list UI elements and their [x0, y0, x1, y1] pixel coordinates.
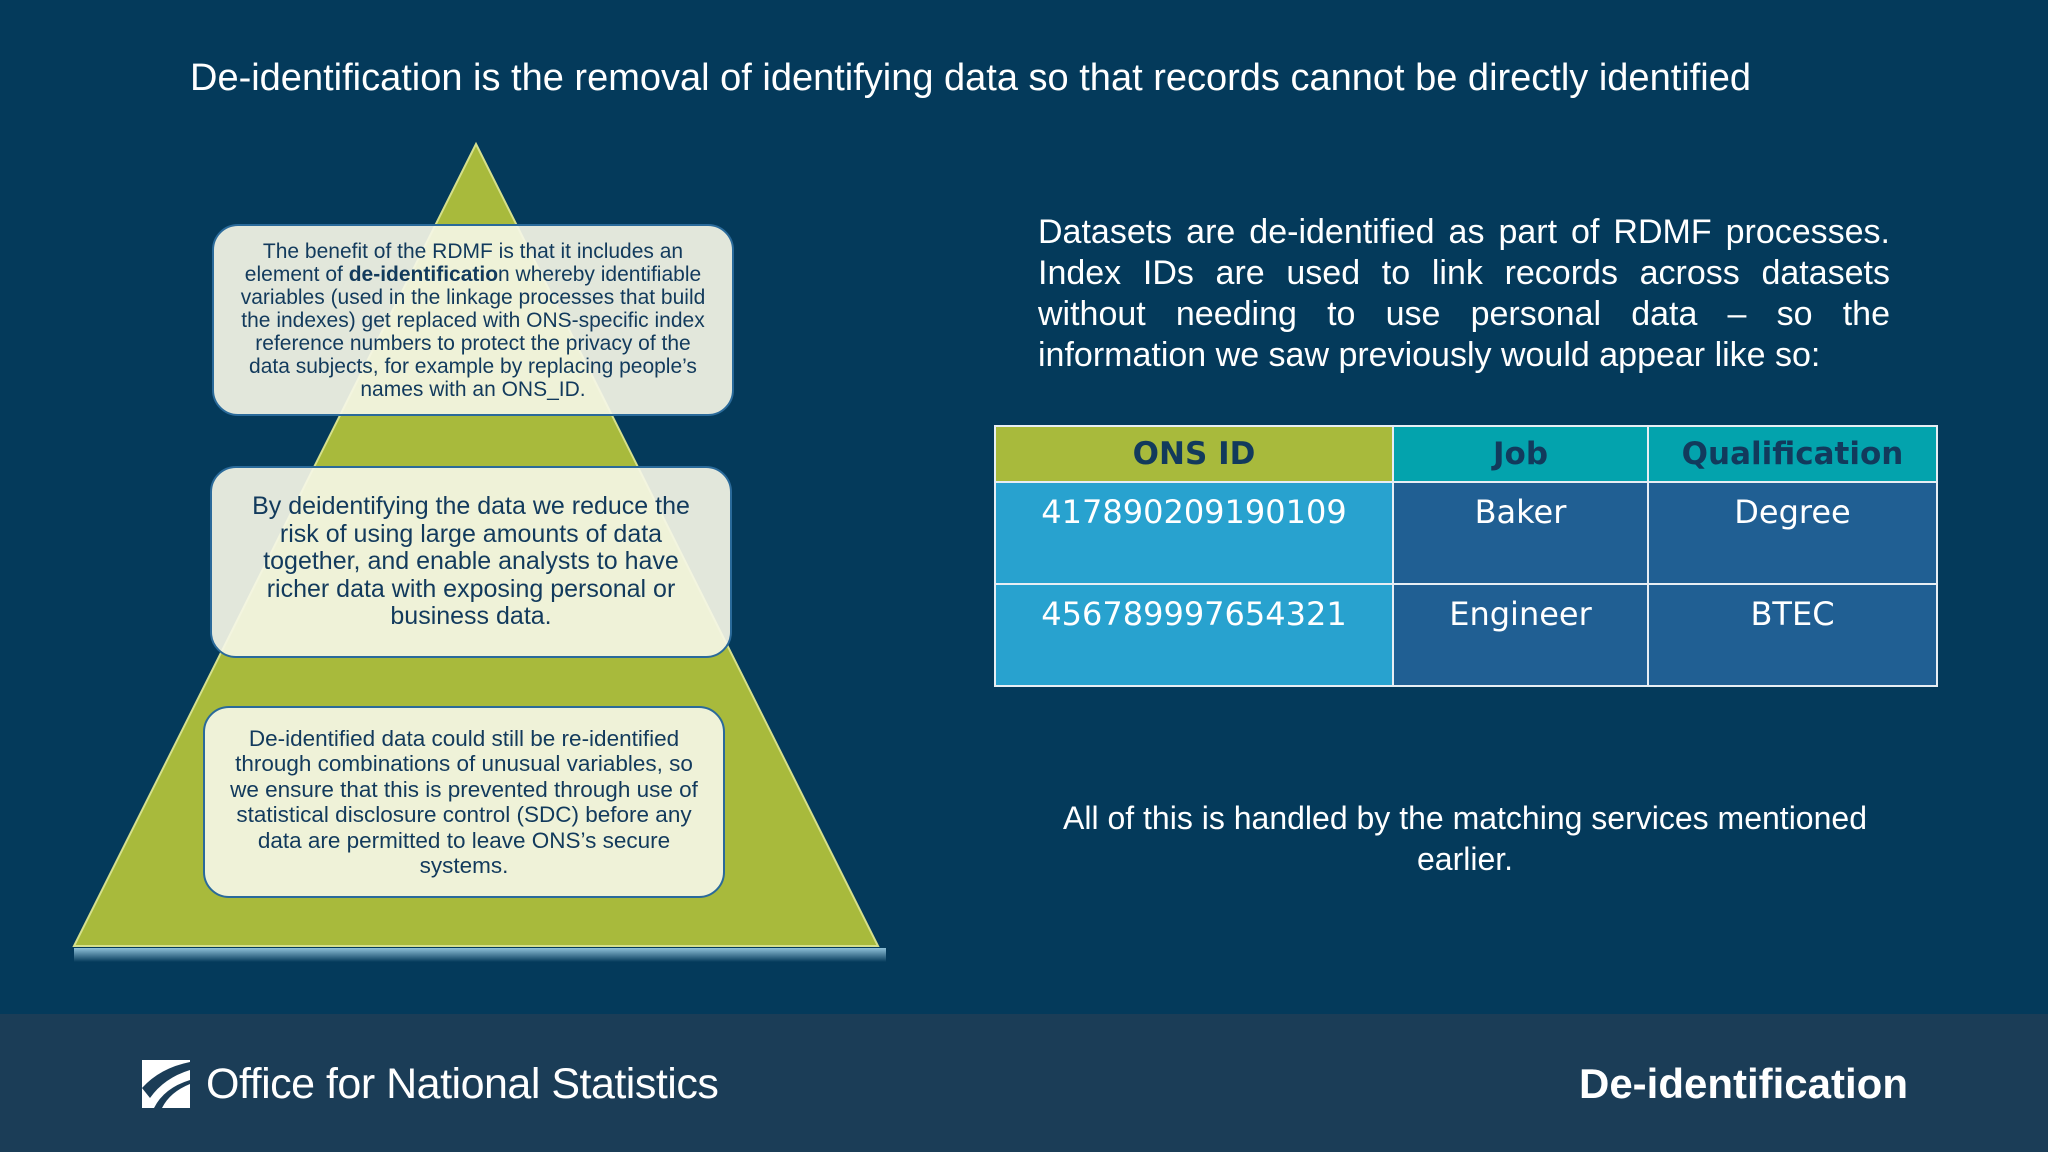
box1-text-start: The benefit of the RDMF is that it includes an element of	[244, 239, 684, 286]
ons-logo-icon	[140, 1058, 192, 1110]
cell-ons-id: 417890209190109	[995, 482, 1393, 584]
header-qualification: Qualification	[1648, 426, 1937, 482]
logo-text-strong: National Statistics	[386, 1059, 719, 1108]
intro-paragraph: Datasets are de-identified as part of RDMF processes. Index IDs are used to link records across datasets without needing to use personal data – so the information we saw previously would appear like so:	[1038, 213, 1890, 374]
cell-job: Engineer	[1393, 584, 1648, 686]
pyramid-diagram	[60, 130, 900, 970]
pyramid-bottom-box	[203, 706, 725, 898]
pyramid-top-box	[212, 224, 734, 416]
pyramid-middle-box	[210, 466, 732, 658]
ons-logo	[140, 1054, 718, 1114]
pyramid-shadow	[74, 948, 886, 962]
table-header-row	[995, 426, 1937, 482]
box1-bold-term: de-identificatio	[348, 262, 499, 286]
cell-qualification: BTEC	[1648, 584, 1937, 686]
footer-bar	[0, 1014, 2048, 1152]
cell-qualification: Degree	[1648, 482, 1937, 584]
table-row	[995, 584, 1937, 686]
cell-ons-id: 456789997654321	[995, 584, 1393, 686]
box1-text-end: n whereby identifiable variables (used in the linkage processes that build the indexes) get replaced with ONS-specific index reference numbers to protect the privacy of the data subjects, for example by replacing people’s names with an ONS_ID.	[240, 262, 706, 401]
deidentified-data-table	[994, 425, 1938, 687]
slide-title: De-identification is the removal of identifying data so that records cannot be directly identified	[190, 57, 1751, 99]
logo-text-light: Office for	[206, 1059, 387, 1108]
footer-section-title: De-identification	[1578, 1060, 1908, 1107]
ons-logo-wordmark	[206, 1060, 718, 1109]
header-job: Job	[1393, 426, 1648, 482]
pyramid-bottom-text: De-identified data could still be re-identified through combinations of unusual variables, so we ensure that this is prevented through use of statistical disclosure control (SDC) before any data are permitted to leave ONS’s secure systems.	[230, 725, 698, 878]
pyramid-top-text	[240, 240, 706, 401]
cell-job: Baker	[1393, 482, 1648, 584]
header-ons-id: ONS ID	[995, 426, 1393, 482]
pyramid-middle-text: By deidentifying the data we reduce the risk of using large amounts of data together, and enable analysts to have richer data with exposing personal or business data.	[252, 492, 690, 631]
closing-text: All of this is handled by the matching services mentioned earlier.	[1063, 800, 1867, 877]
table-row	[995, 482, 1937, 584]
